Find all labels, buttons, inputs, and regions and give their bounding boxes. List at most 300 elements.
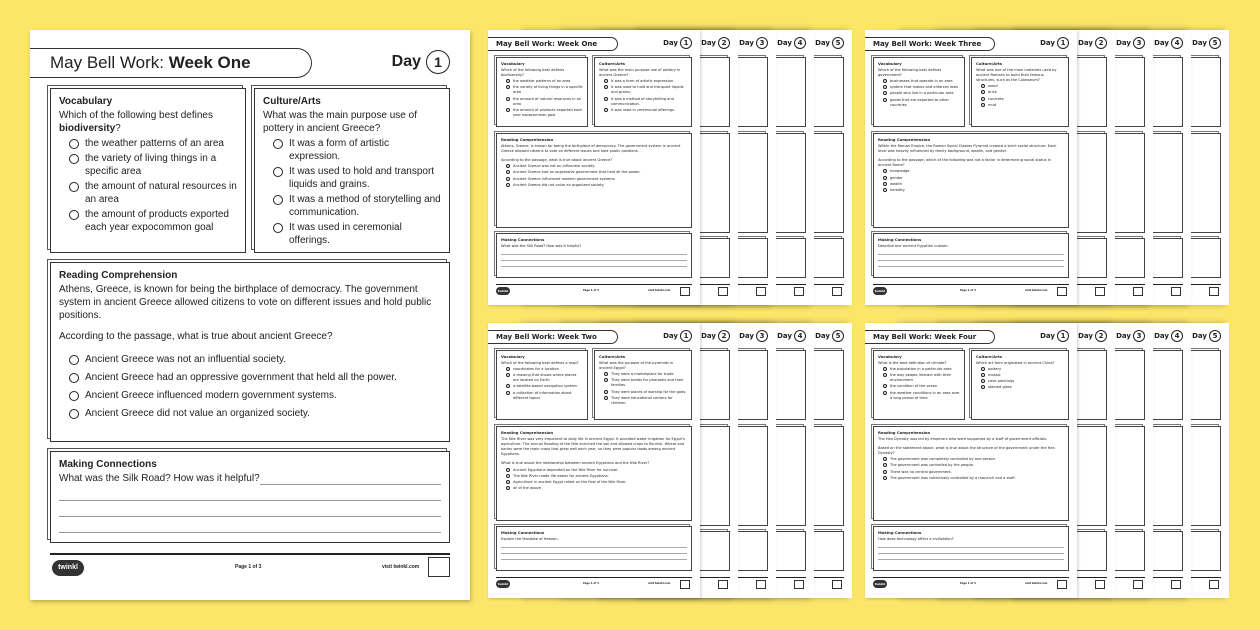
answer-option[interactable] — [506, 79, 583, 84]
radio-icon[interactable] — [604, 85, 608, 89]
answer-option[interactable] — [981, 385, 1064, 390]
culture-heading: Culture/Arts — [976, 354, 1003, 359]
answer-option[interactable] — [883, 169, 1064, 174]
day-number: 1 — [426, 50, 450, 74]
connections-prompt-row — [59, 472, 441, 485]
day-number: 3 — [756, 330, 768, 342]
worksheet-title — [865, 37, 995, 51]
vocabulary-box — [496, 350, 588, 420]
radio-icon[interactable] — [883, 182, 887, 186]
answer-option[interactable] — [506, 468, 687, 473]
radio-icon[interactable] — [273, 223, 283, 233]
day-number: 5 — [1209, 37, 1221, 49]
option-text: The government was collectively controlled by a monarch and a staff. — [890, 475, 1016, 480]
vocabulary-question: Which of the following best defines government? — [878, 67, 942, 77]
radio-icon[interactable] — [604, 108, 608, 112]
quality-badge-icon — [1133, 287, 1143, 296]
answer-option[interactable] — [506, 391, 583, 401]
answer-option[interactable] — [506, 486, 687, 491]
vocabulary-question-text: Which of the following best defines — [59, 110, 213, 121]
answer-option[interactable] — [883, 367, 960, 372]
title-prefix: May Bell Work: — [873, 40, 935, 48]
site-link[interactable]: visit twinkl.com — [1025, 289, 1048, 292]
answer-option[interactable] — [273, 137, 441, 163]
reading-comprehension-box — [496, 426, 692, 521]
quality-badge-icon — [832, 287, 842, 296]
option-text: the amount of products exported each year expocommon goal — [513, 107, 583, 118]
culture-heading: Culture/Arts — [599, 61, 626, 66]
making-connections-box — [873, 526, 1069, 571]
day-number: 3 — [1133, 37, 1145, 49]
radio-icon[interactable] — [506, 183, 510, 187]
day-label: Day — [1154, 39, 1169, 47]
answer-option[interactable] — [883, 476, 1064, 481]
connections-question: What was the Silk Road? How was it helpful? — [501, 243, 582, 248]
radio-icon[interactable] — [506, 384, 510, 388]
day-label: Day — [1154, 332, 1169, 340]
quality-badge-icon — [1209, 287, 1219, 296]
quality-badge-icon — [794, 287, 804, 296]
radio-icon[interactable] — [604, 79, 608, 83]
answer-option[interactable] — [883, 85, 960, 90]
answer-option[interactable] — [506, 164, 687, 169]
answer-option[interactable] — [69, 371, 441, 384]
answer-option[interactable] — [981, 97, 1064, 102]
answer-option[interactable] — [69, 389, 441, 402]
radio-icon[interactable] — [506, 177, 510, 181]
vocabulary-box — [873, 57, 965, 127]
day-number: 3 — [1133, 330, 1145, 342]
option-text: system that makes and enforces laws — [890, 85, 958, 90]
radio-icon[interactable] — [506, 85, 510, 89]
answer-option[interactable] — [604, 390, 687, 395]
answer-option[interactable] — [981, 84, 1064, 89]
day-number: 5 — [1209, 330, 1221, 342]
option-text: the weather conditions in an area over a long period of time — [890, 390, 960, 400]
radio-icon[interactable] — [981, 385, 985, 389]
option-text: brick — [988, 90, 997, 95]
thumbnail-front-page — [865, 323, 1077, 598]
answer-option[interactable] — [883, 176, 1064, 181]
option-text: a collection of information about different topics — [513, 390, 572, 400]
radio-icon[interactable] — [883, 391, 887, 395]
thumbnail-front-page — [865, 30, 1077, 305]
quality-badge-icon — [428, 557, 450, 577]
answer-option[interactable] — [273, 193, 441, 219]
answer-option[interactable] — [883, 470, 1064, 475]
radio-icon[interactable] — [883, 91, 887, 95]
radio-icon[interactable] — [883, 457, 887, 461]
culture-heading: Culture/Arts — [976, 61, 1003, 66]
radio-icon[interactable] — [604, 372, 608, 376]
reading-question: According to the passage, what is true about ancient Greece? — [501, 157, 613, 162]
culture-question: What was the main purpose use of pottery in ancient Greece? — [263, 110, 417, 134]
answer-option[interactable] — [883, 373, 960, 383]
option-text: pottery — [988, 366, 1002, 371]
reading-heading: Reading Comprehension — [878, 137, 931, 142]
vocabulary-heading: Vocabulary — [59, 96, 113, 107]
day-number: 4 — [794, 330, 806, 342]
option-text: knowledge — [890, 169, 910, 174]
radio-icon[interactable] — [273, 139, 283, 149]
vocabulary-box — [873, 350, 965, 420]
radio-icon[interactable] — [981, 379, 985, 383]
radio-icon[interactable] — [506, 391, 510, 395]
answer-option[interactable] — [883, 384, 960, 389]
answer-option[interactable] — [506, 170, 687, 175]
radio-icon[interactable] — [883, 188, 887, 192]
radio-icon[interactable] — [981, 103, 985, 107]
twinkl-logo: twinkl — [874, 289, 886, 293]
answer-option[interactable] — [604, 79, 687, 84]
thumbnail-front-page — [488, 30, 700, 305]
question-mark: ? — [115, 123, 121, 134]
culture-question: Which art form originated in ancient China? — [976, 360, 1055, 365]
answer-option[interactable] — [883, 188, 1064, 193]
option-text: the population in a particular area — [890, 366, 952, 371]
answer-option[interactable] — [506, 384, 583, 389]
option-text: all of the above — [513, 486, 542, 491]
option-text: mosaic — [988, 372, 1001, 377]
option-text: the condition of the ocean — [890, 384, 938, 389]
day-indicator — [777, 330, 806, 342]
answer-option[interactable] — [604, 97, 687, 107]
radio-icon[interactable] — [883, 476, 887, 480]
radio-icon[interactable] — [981, 373, 985, 377]
culture-heading: Culture/Arts — [263, 96, 321, 107]
answer-option[interactable] — [69, 353, 441, 366]
option-text: The government was controlled by the people. — [890, 463, 975, 468]
radio-icon[interactable] — [506, 367, 510, 371]
option-text: concrete — [988, 96, 1004, 101]
radio-icon[interactable] — [883, 463, 887, 467]
answer-option[interactable] — [506, 183, 687, 188]
day-label: Day — [815, 332, 830, 340]
footer-divider — [496, 577, 692, 578]
day-label: Day — [663, 39, 678, 47]
answer-line[interactable] — [59, 485, 441, 501]
answer-option[interactable] — [604, 378, 687, 388]
reading-comprehension-box — [50, 262, 450, 442]
quality-badge-icon — [680, 287, 690, 296]
day-label: Day — [701, 39, 716, 47]
day-label: Day — [1116, 332, 1131, 340]
twinkl-logo: twinkl — [497, 289, 509, 293]
answer-option[interactable] — [604, 85, 687, 95]
radio-icon[interactable] — [981, 90, 985, 94]
day-number: 1 — [680, 37, 692, 49]
option-text: They were a marketplace for trade. — [611, 371, 675, 376]
answer-option[interactable] — [69, 208, 237, 234]
quality-badge-icon — [756, 287, 766, 296]
answer-option[interactable] — [981, 373, 1064, 378]
radio-icon[interactable] — [69, 210, 79, 220]
day-indicator — [1154, 37, 1183, 49]
option-text: the weather patterns of an area — [85, 138, 224, 149]
quality-badge-icon — [1095, 287, 1105, 296]
page-number: Page 1 of 3 — [960, 582, 976, 585]
option-text: Ancient Greece was not an influential society. — [85, 354, 287, 365]
day-label: Day — [777, 39, 792, 47]
quality-badge-icon — [756, 580, 766, 589]
radio-icon[interactable] — [69, 139, 79, 149]
answer-line[interactable] — [501, 554, 687, 560]
answer-option[interactable] — [981, 103, 1064, 108]
answer-option[interactable] — [506, 373, 583, 383]
answer-option[interactable] — [604, 108, 687, 113]
radio-icon[interactable] — [506, 79, 510, 83]
answer-option[interactable] — [69, 152, 237, 178]
site-link[interactable]: visit twinkl.com — [382, 564, 420, 570]
answer-option[interactable] — [506, 480, 687, 485]
radio-icon[interactable] — [69, 391, 79, 401]
culture-arts-box — [594, 350, 692, 420]
option-text: It was a form of artistic expression. — [611, 78, 675, 83]
day-label: Day — [1040, 332, 1055, 340]
day-label: Day — [391, 53, 421, 70]
culture-question: What was the main purpose use of pottery in ancient Greece? — [599, 67, 681, 77]
worksheet-title — [488, 37, 618, 51]
site-link[interactable]: visit twinkl.com — [648, 582, 671, 585]
answer-option[interactable] — [273, 221, 441, 247]
radio-icon[interactable] — [883, 373, 887, 377]
reading-heading: Reading Comprehension — [59, 270, 178, 281]
answer-option[interactable] — [883, 391, 960, 401]
day-number: 1 — [1057, 37, 1069, 49]
day-indicator — [739, 37, 768, 49]
answer-option[interactable] — [981, 367, 1064, 372]
option-text: The government was completely controlled by one person. — [890, 457, 997, 462]
twinkl-logo: twinkl — [497, 582, 509, 586]
radio-icon[interactable] — [883, 85, 887, 89]
radio-icon[interactable] — [69, 373, 79, 383]
option-text: It was used in ceremonial offerings. — [611, 107, 676, 112]
answer-option[interactable] — [981, 90, 1064, 95]
connections-question: How does technology affect a civilization? — [878, 536, 954, 541]
radio-icon[interactable] — [883, 98, 887, 102]
radio-icon[interactable] — [604, 97, 608, 101]
site-link[interactable]: visit twinkl.com — [1025, 582, 1048, 585]
answer-line[interactable] — [878, 554, 1064, 560]
answer-line[interactable] — [59, 517, 441, 533]
title-week: Week One — [168, 53, 251, 72]
thumbnail-front-page — [488, 323, 700, 598]
culture-heading: Culture/Arts — [599, 354, 626, 359]
footer-divider — [50, 553, 450, 555]
culture-arts-box — [254, 88, 450, 253]
option-text: Ancient Greece had an oppressive government that held all the power. — [85, 372, 397, 383]
day-indicator — [1116, 37, 1145, 49]
answer-option[interactable] — [883, 91, 960, 96]
worksheet-title — [30, 48, 312, 78]
radio-icon[interactable] — [273, 167, 283, 177]
vocabulary-box — [496, 57, 588, 127]
day-label: Day — [739, 332, 754, 340]
answer-option[interactable] — [883, 79, 960, 84]
culture-arts-box — [971, 350, 1069, 420]
answer-line[interactable] — [501, 261, 687, 267]
answer-line[interactable] — [260, 475, 441, 485]
radio-icon[interactable] — [506, 170, 510, 174]
page-number: Page 1 of 3 — [960, 289, 976, 292]
quality-badge-icon — [718, 287, 728, 296]
answer-option[interactable] — [883, 457, 1064, 462]
answer-option[interactable] — [506, 474, 687, 479]
answer-option[interactable] — [883, 98, 960, 108]
day-label: Day — [739, 39, 754, 47]
option-text: wood — [988, 84, 998, 89]
day-number: 4 — [794, 37, 806, 49]
day-number: 4 — [1171, 37, 1183, 49]
culture-arts-box — [971, 57, 1069, 127]
radio-icon[interactable] — [883, 384, 887, 388]
radio-icon[interactable] — [273, 195, 283, 205]
radio-icon[interactable] — [883, 176, 887, 180]
quality-badge-icon — [1095, 580, 1105, 589]
radio-icon[interactable] — [506, 373, 510, 377]
option-text: Agriculture in ancient Egypt relied on the flow of the Nile River. — [513, 479, 627, 484]
radio-icon[interactable] — [604, 396, 608, 400]
answer-line[interactable] — [878, 261, 1064, 267]
answer-option[interactable] — [506, 367, 583, 372]
twinkl-logo: twinkl — [874, 582, 886, 586]
reading-passage: The Han Dynasty was led by emperors who were supported by a staff of government officials. — [878, 436, 1048, 441]
option-text: The Nile River made life easier for ancient Egyptians. — [513, 473, 609, 478]
radio-icon[interactable] — [506, 468, 510, 472]
radio-icon[interactable] — [506, 480, 510, 484]
title-week: Week One — [557, 40, 598, 48]
answer-option[interactable] — [273, 165, 441, 191]
day-indicator — [701, 330, 730, 342]
option-text: They were educational centers for children. — [611, 395, 673, 405]
quality-badge-icon — [1171, 580, 1181, 589]
connections-heading: Making Connections — [878, 237, 922, 242]
answer-line[interactable] — [59, 501, 441, 517]
radio-icon[interactable] — [506, 97, 510, 101]
quality-badge-icon — [832, 580, 842, 589]
connections-question: Explain the Mandate of Heaven. — [501, 536, 559, 541]
option-text: It was used in ceremonial offerings. — [289, 222, 402, 246]
day-label: Day — [1192, 332, 1207, 340]
vocabulary-question: Which of the following best defines biodiversity? — [501, 67, 565, 77]
thumbnail-stack — [488, 30, 852, 305]
day-indicator — [777, 37, 806, 49]
day-label: Day — [1116, 39, 1131, 47]
worksheet-main-page — [30, 30, 470, 600]
connections-question: What was the Silk Road? How was it helpful? — [59, 473, 260, 484]
radio-icon[interactable] — [981, 367, 985, 371]
site-link[interactable]: visit twinkl.com — [648, 289, 671, 292]
radio-icon[interactable] — [883, 79, 887, 83]
answer-option[interactable] — [69, 180, 237, 206]
radio-icon[interactable] — [883, 367, 887, 371]
radio-icon[interactable] — [883, 169, 887, 173]
answer-option[interactable] — [604, 396, 687, 406]
quality-badge-icon — [680, 580, 690, 589]
option-text: Ancient Greece influenced modern government systems. — [85, 390, 337, 401]
answer-option[interactable] — [506, 177, 687, 182]
radio-icon[interactable] — [506, 164, 510, 168]
answer-option[interactable] — [506, 108, 583, 118]
day-indicator — [1040, 330, 1069, 342]
radio-icon[interactable] — [69, 182, 79, 192]
worksheet-title — [488, 330, 618, 344]
radio-icon[interactable] — [883, 470, 887, 474]
day-indicator — [701, 37, 730, 49]
option-text: businesses that operate in an area — [890, 78, 953, 83]
option-text: cave paintings — [988, 379, 1015, 384]
day-number: 2 — [718, 330, 730, 342]
option-text: the amount of products exported each year expocommon goal — [85, 209, 229, 233]
option-text: Ancient Greece had an oppressive government that held all the power. — [513, 170, 641, 175]
title-week: Week Three — [934, 40, 982, 48]
radio-icon[interactable] — [506, 486, 510, 490]
radio-icon[interactable] — [604, 390, 608, 394]
answer-option[interactable] — [883, 182, 1064, 187]
radio-icon[interactable] — [604, 378, 608, 382]
day-label: Day — [663, 332, 678, 340]
thumbnail-stack — [865, 323, 1229, 598]
day-indicator — [1192, 37, 1221, 49]
option-text: heredity — [890, 187, 905, 192]
option-text: Ancient Greece was not an influential society. — [513, 164, 595, 169]
radio-icon[interactable] — [981, 84, 985, 88]
radio-icon[interactable] — [506, 474, 510, 478]
option-text: It was a form of artistic expression. — [289, 138, 390, 162]
worksheet-title — [865, 330, 995, 344]
day-indicator — [815, 37, 844, 49]
day-number: 2 — [718, 37, 730, 49]
option-text: stained glass — [988, 385, 1012, 390]
answer-option[interactable] — [69, 137, 237, 150]
reading-question: According to the passage, what is true about ancient Greece? — [59, 331, 333, 342]
vocabulary-heading: Vocabulary — [501, 61, 525, 66]
title-prefix: May Bell Work: — [496, 40, 558, 48]
connections-heading: Making Connections — [878, 530, 922, 535]
radio-icon[interactable] — [981, 97, 985, 101]
reading-comprehension-box — [873, 426, 1069, 521]
day-indicator — [392, 50, 450, 74]
answer-option[interactable] — [506, 85, 583, 95]
radio-icon[interactable] — [69, 154, 79, 164]
option-text: Ancient Greece did not value an organized society. — [513, 182, 605, 187]
title-week: Week Two — [557, 333, 597, 341]
answer-option[interactable] — [69, 407, 441, 420]
answer-option[interactable] — [981, 379, 1064, 384]
radio-icon[interactable] — [69, 355, 79, 365]
day-indicator — [739, 330, 768, 342]
quality-badge-icon — [1057, 287, 1067, 296]
day-label: Day — [1040, 39, 1055, 47]
reading-heading: Reading Comprehension — [501, 137, 554, 142]
answer-option[interactable] — [883, 463, 1064, 468]
radio-icon[interactable] — [506, 108, 510, 112]
page-number: Page 1 of 3 — [583, 289, 599, 292]
twinkl-logo: twinkl — [52, 560, 84, 576]
day-indicator — [1040, 37, 1069, 49]
radio-icon[interactable] — [69, 409, 79, 419]
quality-badge-icon — [1057, 580, 1067, 589]
answer-option[interactable] — [604, 372, 687, 377]
option-text: a satellite-based navigation system — [513, 384, 578, 389]
reading-heading: Reading Comprehension — [501, 430, 554, 435]
culture-arts-box — [594, 57, 692, 127]
option-text: Ancient Greece did not value an organized society. — [85, 408, 310, 419]
reading-passage: Athens, Greece, is known for being the birthplace of democracy. The government system in ancient Greece allowed citizens to vote on different issues and hold public positions. — [501, 143, 681, 153]
day-number: 1 — [1057, 330, 1069, 342]
answer-option[interactable] — [506, 97, 583, 107]
footer-divider — [873, 577, 1069, 578]
